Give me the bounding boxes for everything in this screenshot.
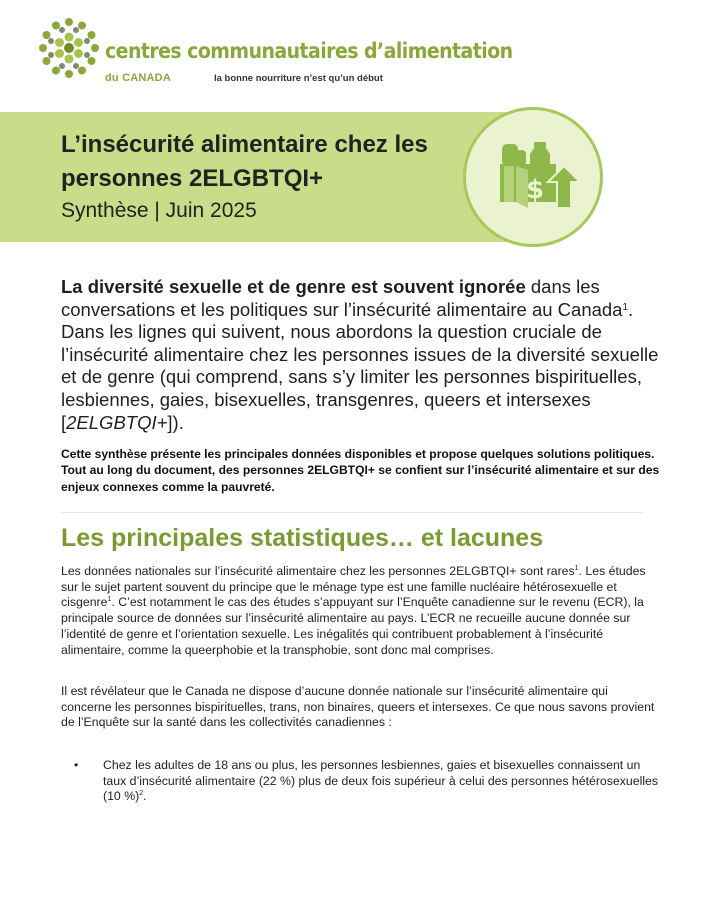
banner-badge xyxy=(463,107,603,247)
paragraph-text: . C’est notamment le cas des études s’appuyant sur l’Enquête canadienne sur le revenu (ECR), la principale source de données sur l’insécurité alimentaire au pays. L’ECR ne recueille aucune donnée sur l’identité de genre et l’orientation sexuelle. Les inégalités qui contribuent probablement à l’insécurité alimentaire, comme la queerphobie et la transphobie, sont donc mal comprises. xyxy=(61,595,644,657)
intro-highlight: La diversité sexuelle et de genre est souvent ignorée xyxy=(61,276,526,297)
bullet-item xyxy=(103,758,659,805)
footnote-ref: 2 xyxy=(139,790,144,798)
grocery-bag-dollar-arrow-up-icon xyxy=(496,136,578,222)
intro-text-b: . Dans les lignes qui suivent, nous abordons la question cruciale de l’insécurité alimentaire chez les personnes issues de la diversité sexuelle et de genre (qui comprend, sans s’y limiter les personnes bispirituelles, lesbiennes, gaies, bisexuelles, transgenres, queers et intersexes [ xyxy=(61,298,659,433)
logo-name: centres communautaires d’alimentation xyxy=(105,39,513,63)
page-subtitle: Synthèse | Juin 2025 xyxy=(61,199,257,222)
section-heading: Les principales statistiques… et lacunes xyxy=(61,524,544,552)
summary-paragraph: Cette synthèse présente les principales données disponibles et propose quelques solutions politiques. Tout au long du document, des personnes 2ELGBTQI+ se confient sur l’insécurité alimentaire et sur des enjeux connexes comme la pauvreté. xyxy=(61,447,660,494)
logo-mark-icon xyxy=(38,17,100,79)
logo-country: du CANADA xyxy=(105,72,171,84)
bullet-text-end: . xyxy=(143,789,147,804)
section-divider xyxy=(61,512,643,513)
paragraph-text: . Les études sur le sujet partent souvent du principe que le ménage type est une famille nucléaire hétérosexuelle et cisgenre xyxy=(61,564,646,610)
intro-text-a: dans les conversations et les politiques sur l’insécurité alimentaire au Canada xyxy=(61,276,623,320)
intro-text-c: ]). xyxy=(167,411,184,433)
logo-tagline: la bonne nourriture n’est qu’un début xyxy=(214,73,383,84)
svg-text:$: $ xyxy=(526,175,545,205)
footnote-ref: 1 xyxy=(574,565,579,572)
body-paragraph xyxy=(61,564,655,658)
bullet-text: Chez les adultes de 18 ans ou plus, les personnes lesbiennes, gaies et bisexuelles connaissent un taux d’insécurité alimentaire (22 %) plus de deux fois supérieur à celui des personnes hétérosexuelles (10 %) xyxy=(103,758,659,804)
bullet-marker: • xyxy=(74,758,79,772)
body-paragraph: Il est révélateur que le Canada ne dispose d’aucune donnée nationale sur l’insécurité alimentaire qui concerne les personnes bispirituelles, trans, non binaires, queers et intersexes. Ce que nous savons provient de l’Enquête sur la santé dans les collectivités canadiennes : xyxy=(61,684,655,730)
intro-acronym: 2ELGBTQI+ xyxy=(66,411,168,433)
intro-paragraph xyxy=(61,276,661,434)
footnote-ref: 1 xyxy=(622,301,629,313)
logo xyxy=(38,17,513,84)
page-title: L’insécurité alimentaire chez les personnes 2ELGBTQI+ xyxy=(61,131,428,192)
footnote-ref: 1 xyxy=(107,596,112,604)
paragraph-text: Les données nationales sur l’insécurité alimentaire chez les personnes 2ELGBTQI+ sont rares xyxy=(61,564,575,578)
